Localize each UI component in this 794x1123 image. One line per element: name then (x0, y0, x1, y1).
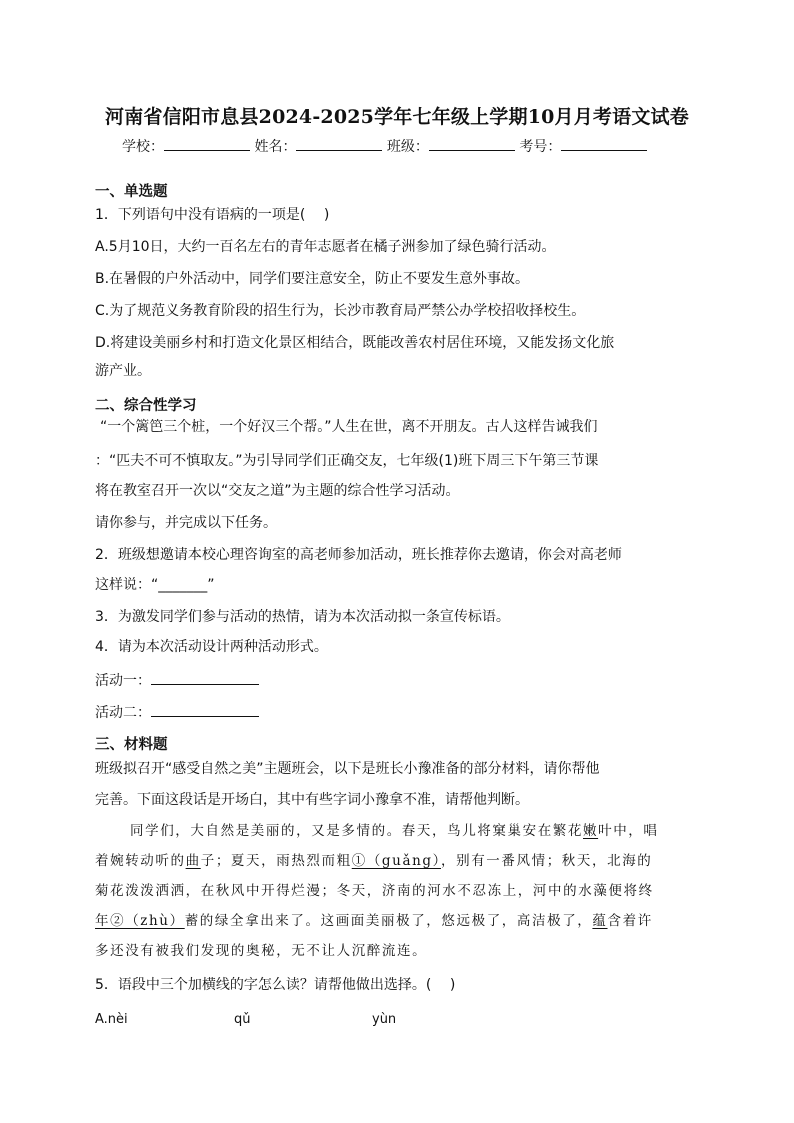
q1-option-c: C.为了规范义务教育阶段的招生行为，长沙市教育局严禁公办学校招收择校生。 (95, 303, 586, 319)
activity-1-row (95, 670, 259, 690)
activity-2-label: 活动二： (95, 705, 151, 721)
passage-line1: 同学们，大自然是美丽的，又是多情的。春天，鸟儿将窠巢安在繁花嫩叶中，唱 (130, 823, 659, 839)
section2-heading: 二、综合性学习 (95, 398, 197, 414)
activity-1-label: 活动一： (95, 673, 151, 689)
passage-line4: 年②（zhù）蓄的绿全拿出来了。这画面美丽极了，悠远极了，高洁极了，蕴含着许 (95, 913, 653, 929)
number-blank[interactable] (561, 136, 647, 151)
blank-marker-1: ①（guǎng） (351, 853, 441, 869)
section3-heading: 三、材料题 (95, 737, 168, 753)
activity-2-row (95, 702, 259, 722)
underlined-char-3: 蕴 (592, 913, 608, 929)
name-label: 姓名： (254, 139, 297, 155)
section1-heading: 一、单选题 (95, 184, 168, 200)
q5-option-a-2: qǔ (234, 1012, 251, 1027)
passage-line2: 着婉转动听的曲子；夏天，雨热烈而粗①（guǎng），别有一番风情；秋天，北海的 (95, 853, 653, 869)
section3-intro-line1: 班级拟召开“感受自然之美”主题班会，以下是班长小豫准备的部分材料，请你帮他 (95, 761, 600, 777)
name-blank[interactable] (296, 136, 382, 151)
school-blank[interactable] (164, 136, 250, 151)
student-info-row (122, 136, 647, 156)
question-2-line1: 2．班级想邀请本校心理咨询室的高老师参加活动，班长推荐你去邀请，你会对高老师 (95, 547, 622, 563)
question-5: 5．语段中三个加横线的字怎么读？请帮他做出选择。( ) (95, 977, 456, 993)
underlined-char-1: 嫩 (583, 823, 599, 839)
q5-option-a-1: A.nèi (95, 1012, 128, 1027)
page-title: 河南省信阳市息县2024-2025学年七年级上学期10月月考语文试卷 (105, 106, 689, 128)
underlined-char-2: 曲 (185, 853, 201, 869)
activity-1-blank[interactable] (151, 670, 259, 685)
section2-intro-line2: ：“匹夫不可不慎取友。”为引导同学们正确交友，七年级(1)班下周三下午第三节课 (95, 453, 599, 469)
q1-option-a: A.5月10日，大约一百名左右的青年志愿者在橘子洲参加了绿色骑行活动。 (95, 239, 556, 255)
question-1: 1．下列语句中没有语病的一项是( ) (95, 207, 330, 223)
q1-option-b: B.在暑假的户外活动中，同学们要注意安全，防止不要发生意外事故。 (95, 271, 530, 287)
section2-intro-line3: 将在教室召开一次以“交友之道”为主题的综合性学习活动。 (95, 483, 460, 499)
question-2-line2: 这样说：“_______” (95, 577, 215, 593)
class-label: 班级： (386, 139, 429, 155)
q5-option-a-3: yùn (372, 1012, 397, 1027)
passage-line5: 多还没有被我们发现的奥秘，无不让人沉醉流连。 (95, 943, 428, 959)
q1-option-d-line1: D.将建设美丽乡村和打造文化景区相结合，既能改善农村居住环境，又能发扬文化旅 (95, 335, 615, 351)
question-3: 3．为激发同学们参与活动的热情，请为本次活动拟一条宣传标语。 (95, 609, 510, 625)
q1-option-d-line2: 游产业。 (95, 363, 151, 379)
activity-2-blank[interactable] (151, 702, 259, 717)
question-4: 4．请为本次活动设计两种活动形式。 (95, 639, 328, 655)
section2-intro-line4: 请你参与，并完成以下任务。 (95, 515, 277, 531)
section2-intro-line1: “一个篱笆三个桩，一个好汉三个帮。”人生在世，离不开朋友。古人这样告诫我们 (100, 419, 598, 435)
section3-intro-line2: 完善。下面这段话是开场白，其中有些字词小豫拿不准，请帮他判断。 (95, 792, 529, 808)
number-label: 考号： (519, 139, 562, 155)
passage-line3: 菊花泼泼洒洒，在秋风中开得烂漫；冬天，济南的河水不忍冻上，河中的水藻便将终 (95, 883, 654, 899)
school-label: 学校： (122, 139, 164, 155)
class-blank[interactable] (429, 136, 515, 151)
blank-marker-2: 年②（zhù） (95, 913, 185, 929)
